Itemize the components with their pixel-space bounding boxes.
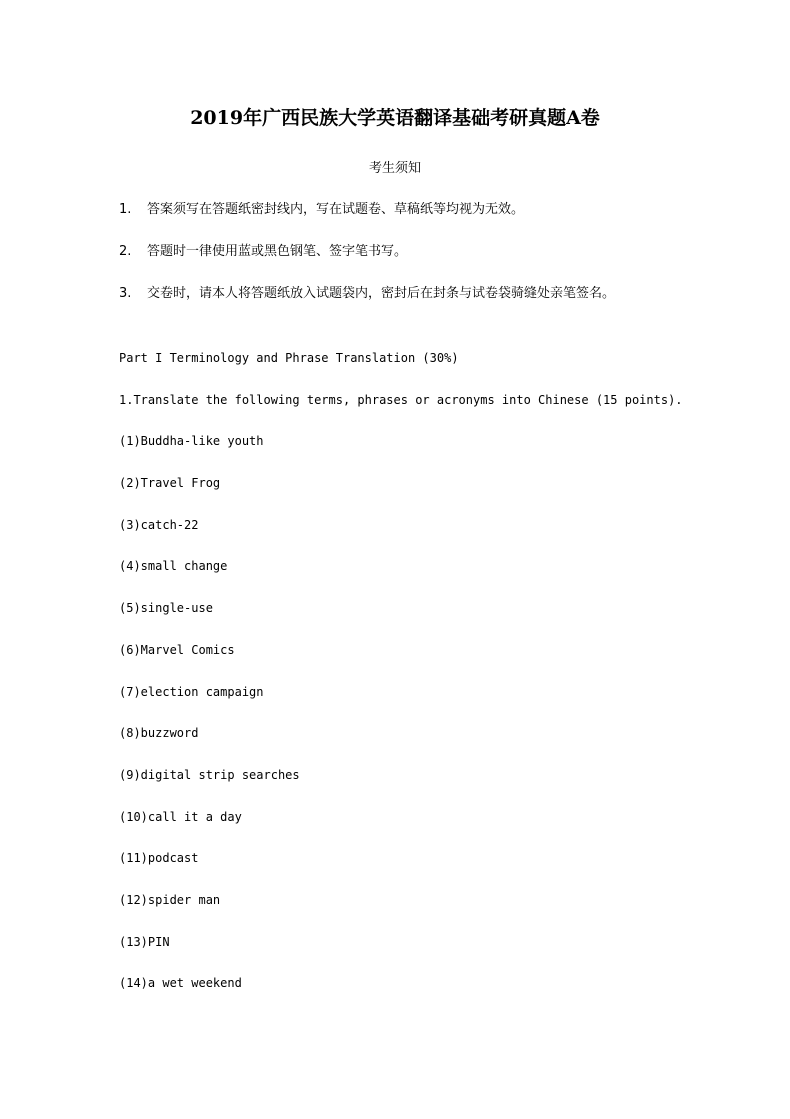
term-item: (3)catch-22 — [119, 517, 199, 532]
page-title: 2019年广西民族大学英语翻译基础考研真题A卷 — [190, 107, 600, 129]
notice-item-text: 交卷时，请本人将答题纸放入试题袋内，密封后在封条与试卷袋骑缝处亲笔签名。 — [147, 286, 616, 301]
term-item: (8)buzzword — [119, 726, 199, 741]
notice-heading: 考生须知 — [368, 161, 421, 176]
term-item: (2)Travel Frog — [119, 476, 221, 491]
term-item: (9)digital strip searches — [119, 767, 300, 782]
term-item: (10)call it a day — [119, 809, 242, 824]
term-item: (11)podcast — [119, 851, 199, 866]
notice-item-text: 答题时一律使用蓝或黑色钢笔、签字笔书写。 — [147, 244, 408, 259]
term-item: (4)small change — [119, 559, 228, 574]
section-heading: Part I Terminology and Phrase Translation (30%) — [119, 351, 459, 365]
notice-item — [119, 242, 759, 262]
notice-list — [119, 200, 759, 326]
term-item: (6)Marvel Comics — [119, 642, 235, 657]
term-item: (5)single-use — [119, 601, 213, 616]
part-one-section — [119, 348, 769, 1015]
notice-item — [119, 284, 759, 304]
term-item: (1)Buddha-like youth — [119, 434, 264, 449]
notice-item — [119, 200, 759, 220]
notice-item-number: 2. — [119, 244, 132, 259]
term-item: (7)election campaign — [119, 684, 264, 699]
notice-item-number: 3. — [119, 286, 132, 301]
question-instruction: 1.Translate the following terms, phrases or acronyms into Chinese (15 points). — [119, 392, 683, 407]
term-item: (13)PIN — [119, 934, 170, 949]
term-item: (14)a wet weekend — [119, 976, 242, 991]
term-item: (12)spider man — [119, 892, 221, 907]
notice-item-number: 1. — [119, 202, 132, 217]
notice-item-text: 答案须写在答题纸密封线内，写在试题卷、草稿纸等均视为无效。 — [147, 202, 525, 217]
